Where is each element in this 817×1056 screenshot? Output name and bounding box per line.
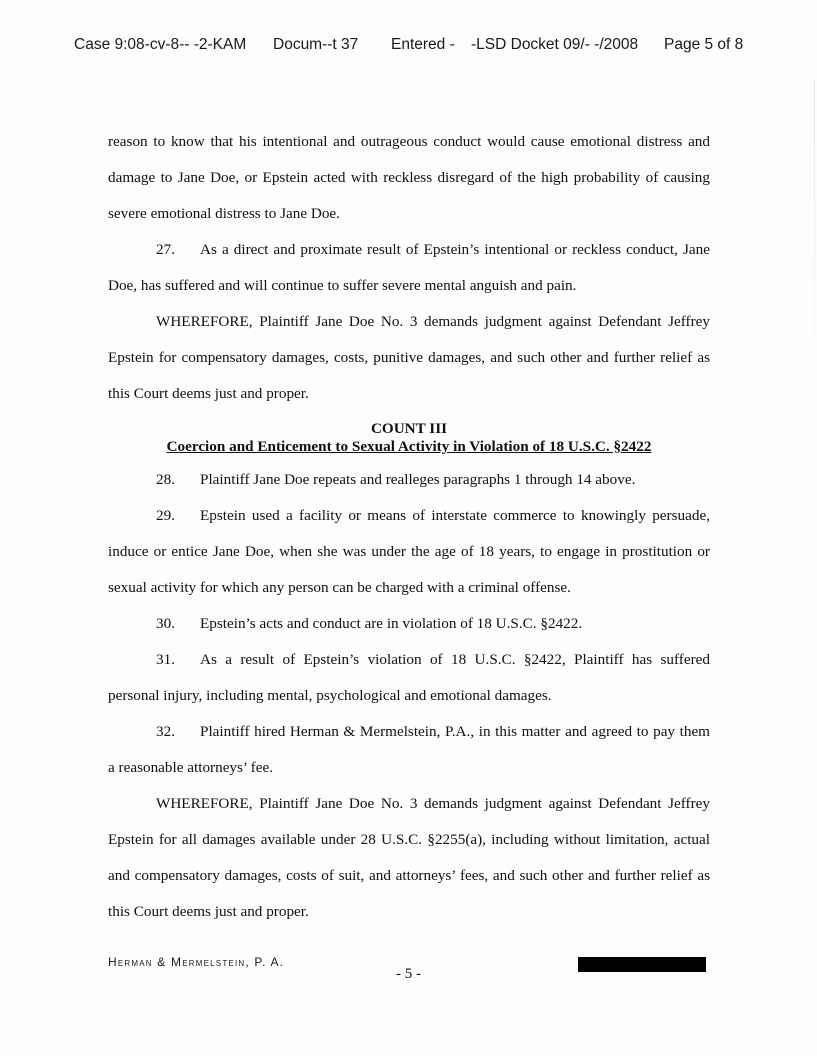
paragraph-text: Epstein’s acts and conduct are in violation of 18 U.S.C. §2422. xyxy=(200,615,583,632)
paragraph-number: 31. xyxy=(156,651,175,668)
footer-page-number: - 5 - xyxy=(396,966,421,982)
paragraph-27 xyxy=(108,232,710,304)
paragraph-number: 32. xyxy=(156,723,175,740)
document-body xyxy=(108,124,710,930)
scan-artifact xyxy=(814,80,815,340)
paragraph-text: As a direct and proximate result of Epstein’s intentional or reckless conduct, Jane Doe, has suffered and will continue to suffer severe mental anguish and pain. xyxy=(108,241,710,294)
paragraph-number: 29. xyxy=(156,507,175,524)
paragraph-text: Plaintiff hired Herman & Mermelstein, P.A., in this matter and agreed to pay them a reasonable attorneys’ fee. xyxy=(108,723,710,776)
header-entered: Entered ‐ xyxy=(391,36,455,53)
header-case-number: Case 9:08-cv-8‐‐ ‐2-KAM xyxy=(74,36,247,53)
paragraph-31 xyxy=(108,642,710,714)
paragraph-30 xyxy=(108,606,710,642)
footer-firm-name: Herman & Mermelstein, P. A. xyxy=(108,955,285,969)
paragraph-number: 30. xyxy=(156,615,175,632)
redaction-bar xyxy=(578,957,706,972)
paragraph-number: 27. xyxy=(156,241,175,258)
court-filing-header xyxy=(0,36,817,58)
header-document-number: Docum‐‐t 37 xyxy=(273,36,359,53)
paragraph-28 xyxy=(108,462,710,498)
header-page-count: Page 5 of 8 xyxy=(664,36,744,53)
paragraph-29 xyxy=(108,498,710,606)
header-docket-date: ‐LSD Docket 09/‐ ‐/2008 xyxy=(471,36,639,53)
count-title: COUNT III xyxy=(370,420,448,437)
paragraph-32 xyxy=(108,714,710,786)
paragraph-text: Epstein used a facility or means of interstate commerce to knowingly persuade, induce or entice Jane Doe, when she was under the age of 18 years, to engage in prostitution or sexual activity for which any person can be charged with a criminal offense. xyxy=(108,507,710,596)
paragraph-wherefore-count-iii: WHEREFORE, Plaintiff Jane Doe No. 3 demands judgment against Defendant Jeffrey Epstein for all damages available under 28 U.S.C. §2255(a), including without limitation, actual and compensatory damages, costs of suit, and attorneys’ fees, and such other and further relief as this Court deems just and proper. xyxy=(108,795,710,920)
paragraph-number: 28. xyxy=(156,471,175,488)
count-heading xyxy=(108,420,710,456)
paragraph-text: As a result of Epstein’s violation of 18 U.S.C. §2422, Plaintiff has suffered personal injury, including mental, psychological and emotional damages. xyxy=(108,651,710,704)
paragraph-text: Plaintiff Jane Doe repeats and realleges paragraphs 1 through 14 above. xyxy=(200,471,636,488)
count-subtitle: Coercion and Enticement to Sexual Activity in Violation of 18 U.S.C. §2422 xyxy=(166,438,652,455)
paragraph-continuation: reason to know that his intentional and outrageous conduct would cause emotional distress and damage to Jane Doe, or Epstein acted with reckless disregard of the high probability of causing severe emotional distress to Jane Doe. xyxy=(108,133,710,222)
paragraph-wherefore-count-ii: WHEREFORE, Plaintiff Jane Doe No. 3 demands judgment against Defendant Jeffrey Epstein for compensatory damages, costs, punitive damages, and such other and further relief as this Court deems just and proper. xyxy=(108,313,710,402)
